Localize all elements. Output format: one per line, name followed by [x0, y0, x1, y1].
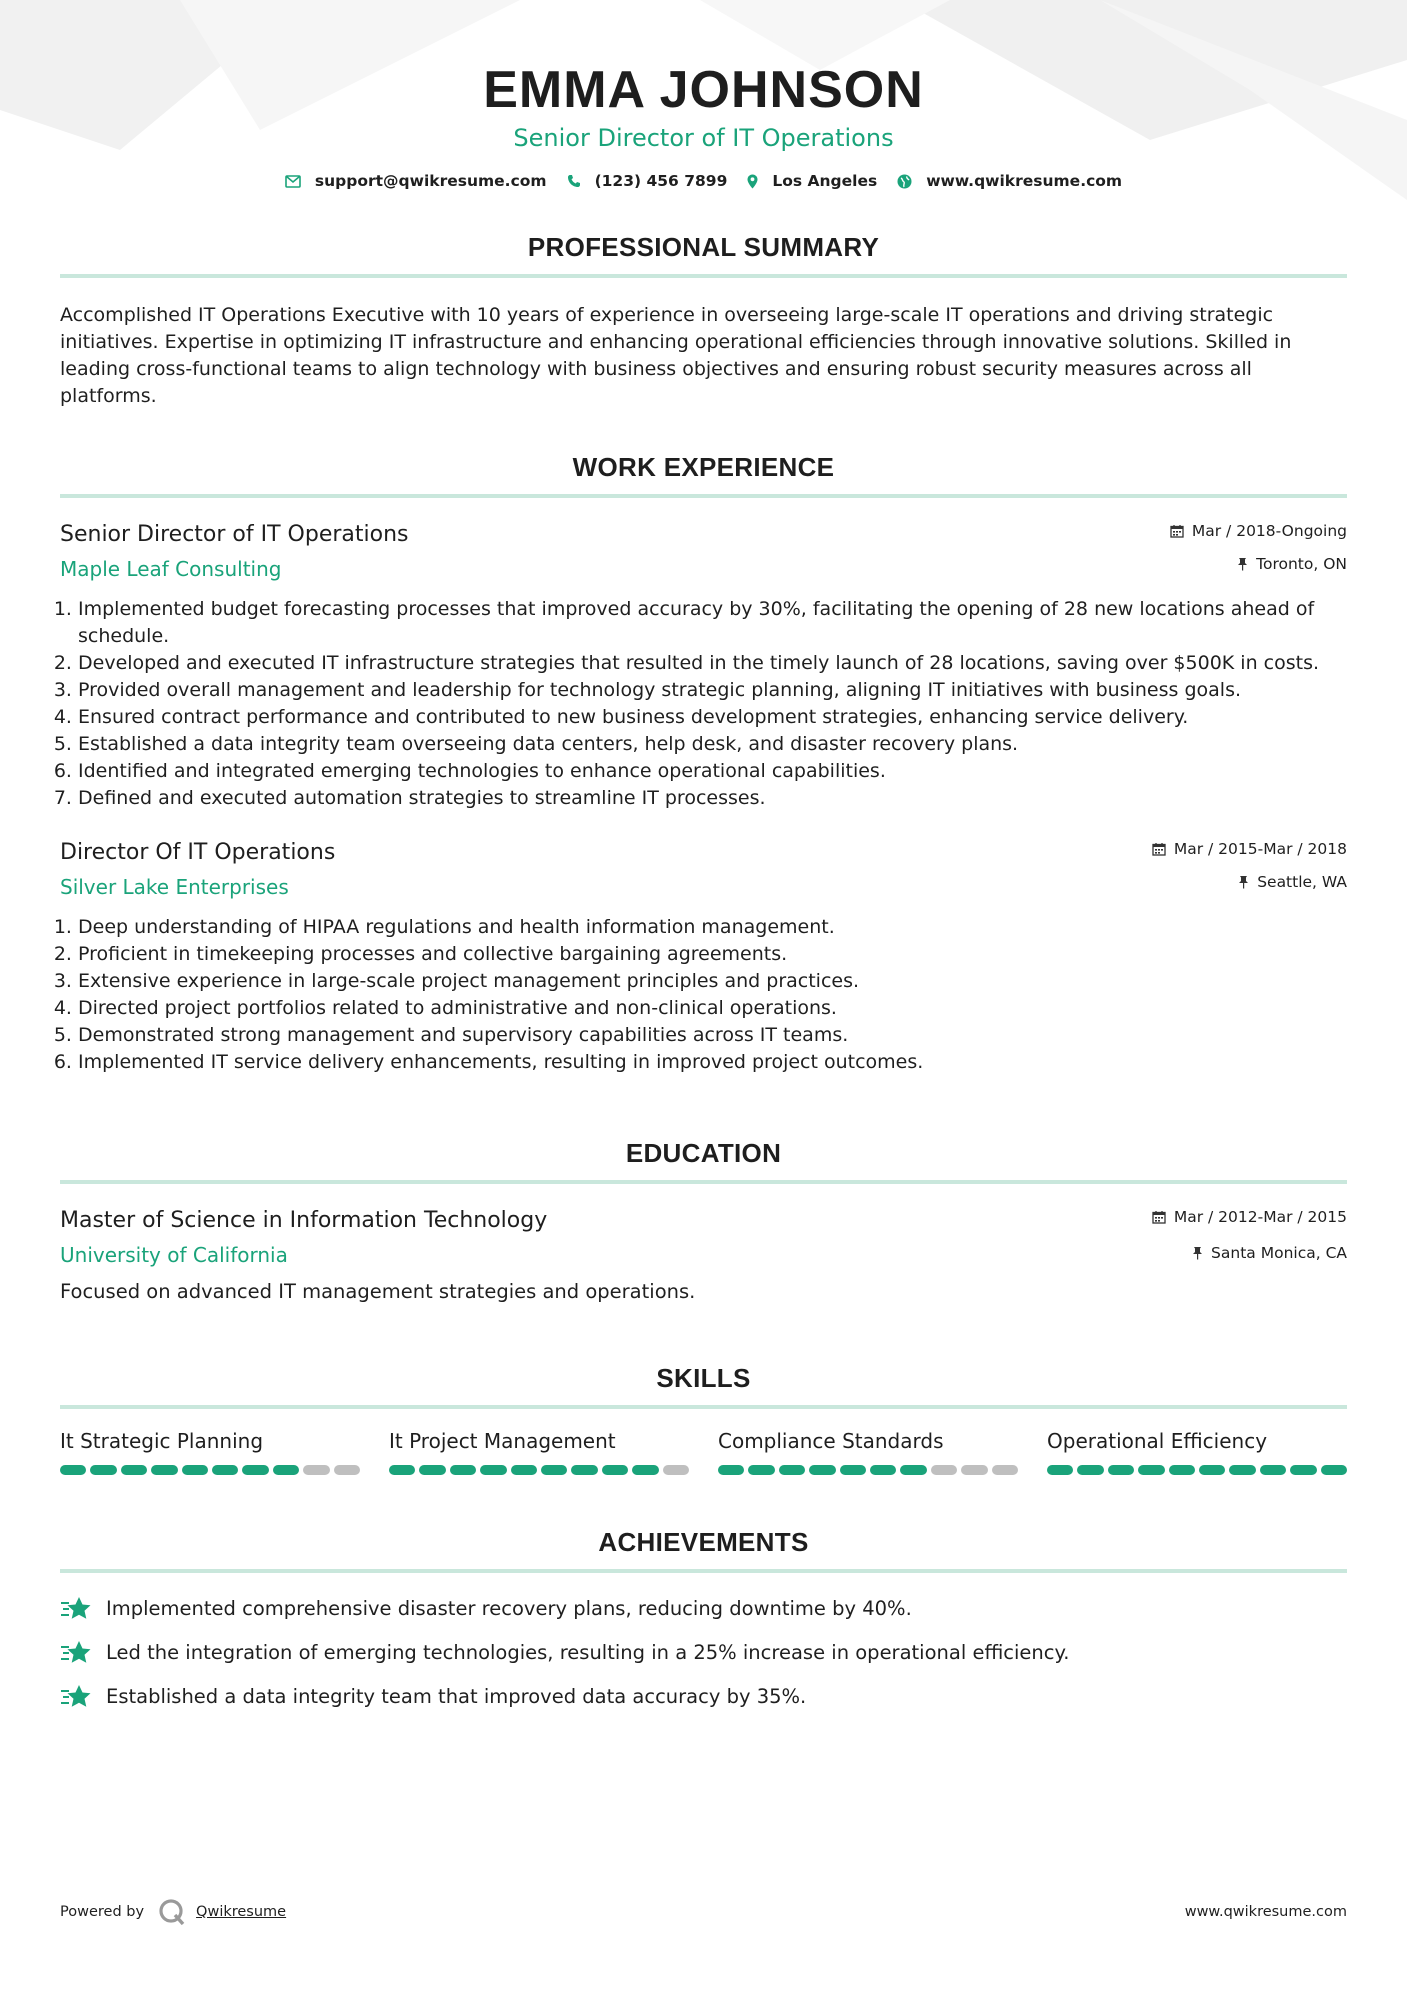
achievement-item — [60, 1683, 1347, 1711]
skill-name: Compliance Standards — [718, 1429, 944, 1453]
achievement-item — [60, 1639, 1347, 1667]
rating-dot-filled — [1169, 1465, 1195, 1475]
rating-dot-empty — [334, 1465, 360, 1475]
email-text: support@qwikresume.com — [314, 172, 547, 190]
skill-item — [60, 1427, 360, 1475]
list-item: 4. Directed project portfolios related to administrative and non-clinical operations. — [78, 995, 1347, 1022]
calendar-icon — [1152, 842, 1166, 856]
rating-dot-filled — [1290, 1465, 1316, 1475]
rating-dot-filled — [480, 1465, 506, 1475]
qwikresume-logo-icon — [158, 1898, 186, 1926]
job-location: Seattle, WA — [1257, 873, 1347, 891]
calendar-icon — [1170, 524, 1184, 538]
contact-bar — [60, 172, 1347, 190]
list-item: 2. Proficient in timekeeping processes and collective bargaining agreements. — [78, 941, 1347, 968]
rating-dot-filled — [602, 1465, 628, 1475]
website-text: www.qwikresume.com — [926, 172, 1123, 190]
job-dates: Mar / 2015-Mar / 2018 — [1173, 840, 1347, 858]
rating-dot-filled — [541, 1465, 567, 1475]
achievements-list — [60, 1595, 1347, 1711]
summary-text: Accomplished IT Operations Executive with 10 years of experience in overseeing large-scale IT operations and driving strategic initiatives. Expertise in optimizing IT infrastructure and enhancing operational efficiencies through innovative solutions. Skilled in leading cross-functional teams to align technology with business objectives and ensuring robust security measures across all platforms. — [60, 304, 1292, 407]
candidate-name: EMMA JOHNSON — [483, 61, 924, 119]
achievement-text: Established a data integrity team that improved data accuracy by 35%. — [106, 1685, 807, 1708]
skill-name: Operational Efficiency — [1047, 1429, 1268, 1453]
education-location: Santa Monica, CA — [1211, 1244, 1347, 1262]
summary-section — [60, 230, 1347, 410]
rating-dot-filled — [1199, 1465, 1225, 1475]
skill-rating — [718, 1465, 1018, 1475]
skills-section — [60, 1361, 1347, 1475]
list-item: 7. Defined and executed automation strategies to streamline IT processes. — [78, 785, 1347, 812]
school-name: University of California — [60, 1243, 288, 1267]
list-item: 2. Developed and executed IT infrastructure strategies that resulted in the timely launch of 28 locations, saving over $500K in costs. — [78, 650, 1347, 677]
education-dates: Mar / 2012-Mar / 2015 — [1173, 1208, 1347, 1226]
rating-dot-filled — [779, 1465, 805, 1475]
rating-dot-filled — [1321, 1465, 1347, 1475]
list-item: 5. Demonstrated strong management and supervisory capabilities across IT teams. — [78, 1022, 1347, 1049]
rating-dot-filled — [60, 1465, 86, 1475]
rating-dot-filled — [840, 1465, 866, 1475]
globe-icon — [897, 174, 912, 189]
skills-heading: SKILLS — [656, 1363, 751, 1393]
rating-dot-filled — [511, 1465, 537, 1475]
rating-dot-filled — [90, 1465, 116, 1475]
footer — [60, 1898, 1347, 1926]
pushpin-icon — [1192, 1246, 1203, 1260]
contact-website[interactable] — [897, 172, 1122, 190]
education-heading: EDUCATION — [625, 1138, 782, 1168]
rating-dot-filled — [718, 1465, 744, 1475]
skills-list — [60, 1427, 1347, 1475]
skill-item — [1047, 1427, 1347, 1475]
list-item: 1. Implemented budget forecasting processes that improved accuracy by 30%, facilitating the opening of 28 new locations ahead of schedule. — [78, 596, 1347, 650]
rating-dot-filled — [809, 1465, 835, 1475]
rating-dot-filled — [121, 1465, 147, 1475]
achievement-text: Implemented comprehensive disaster recovery plans, reducing downtime by 40%. — [106, 1597, 912, 1620]
rating-dot-filled — [1047, 1465, 1073, 1475]
education-description: Focused on advanced IT management strategies and operations. — [60, 1280, 696, 1303]
star-icon — [60, 1596, 92, 1622]
rating-dot-filled — [571, 1465, 597, 1475]
rating-dot-empty — [992, 1465, 1018, 1475]
company-name: Silver Lake Enterprises — [60, 875, 289, 899]
rating-dot-empty — [961, 1465, 987, 1475]
list-item: 3. Extensive experience in large-scale project management principles and practices. — [78, 968, 1347, 995]
rating-dot-filled — [151, 1465, 177, 1475]
list-item: 5. Established a data integrity team overseeing data centers, help desk, and disaster recovery plans. — [78, 731, 1347, 758]
experience-section — [60, 450, 1347, 1076]
achievements-heading: ACHIEVEMENTS — [598, 1527, 809, 1557]
skill-rating — [60, 1465, 360, 1475]
job-bullets — [60, 914, 1347, 1076]
rating-dot-empty — [303, 1465, 329, 1475]
section-divider — [60, 274, 1347, 278]
brand-link[interactable]: Qwikresume — [196, 1904, 287, 1920]
rating-dot-filled — [182, 1465, 208, 1475]
section-divider — [60, 1180, 1347, 1184]
map-pin-icon — [747, 174, 758, 189]
job-entry — [60, 520, 1347, 812]
list-item: 4. Ensured contract performance and contributed to new business development strategies, enhancing service delivery. — [78, 704, 1347, 731]
list-item: 6. Identified and integrated emerging technologies to enhance operational capabilities. — [78, 758, 1347, 785]
rating-dot-filled — [450, 1465, 476, 1475]
pushpin-icon — [1238, 875, 1249, 889]
degree-title: Master of Science in Information Technology — [60, 1208, 548, 1233]
rating-dot-filled — [1260, 1465, 1286, 1475]
job-location: Toronto, ON — [1256, 555, 1347, 573]
candidate-title: Senior Director of IT Operations — [513, 124, 894, 152]
rating-dot-filled — [632, 1465, 658, 1475]
rating-dot-filled — [212, 1465, 238, 1475]
skill-name: It Strategic Planning — [60, 1429, 264, 1453]
rating-dot-filled — [748, 1465, 774, 1475]
company-name: Maple Leaf Consulting — [60, 557, 282, 581]
education-entry — [60, 1206, 1347, 1305]
achievement-text: Led the integration of emerging technologies, resulting in a 25% increase in operational efficiency. — [106, 1641, 1070, 1664]
skill-item — [718, 1427, 1018, 1475]
phone-icon — [567, 174, 581, 188]
section-divider — [60, 1405, 1347, 1409]
rating-dot-empty — [663, 1465, 689, 1475]
rating-dot-filled — [419, 1465, 445, 1475]
rating-dot-empty — [931, 1465, 957, 1475]
envelope-icon — [285, 175, 301, 188]
job-bullets — [60, 596, 1347, 812]
list-item: 3. Provided overall management and leadership for technology strategic planning, aligning IT initiatives with business goals. — [78, 677, 1347, 704]
star-icon — [60, 1640, 92, 1666]
contact-location — [747, 172, 877, 190]
powered-by-text: Powered by — [60, 1904, 145, 1920]
rating-dot-filled — [242, 1465, 268, 1475]
rating-dot-filled — [1077, 1465, 1103, 1475]
footer-website[interactable]: www.qwikresume.com — [1184, 1904, 1347, 1920]
star-icon — [60, 1684, 92, 1710]
rating-dot-filled — [273, 1465, 299, 1475]
education-section — [60, 1136, 1347, 1305]
contact-email[interactable] — [285, 172, 547, 190]
rating-dot-filled — [389, 1465, 415, 1475]
list-item: 6. Implemented IT service delivery enhancements, resulting in improved project outcomes. — [78, 1049, 1347, 1076]
achievements-section — [60, 1525, 1347, 1711]
job-dates: Mar / 2018-Ongoing — [1191, 522, 1347, 540]
phone-text: (123) 456 7899 — [594, 172, 728, 190]
rating-dot-filled — [1138, 1465, 1164, 1475]
calendar-icon — [1152, 1210, 1166, 1224]
section-divider — [60, 1569, 1347, 1573]
rating-dot-filled — [900, 1465, 926, 1475]
location-text: Los Angeles — [772, 172, 878, 190]
skill-rating — [389, 1465, 689, 1475]
achievement-item — [60, 1595, 1347, 1623]
rating-dot-filled — [870, 1465, 896, 1475]
contact-phone[interactable] — [567, 172, 728, 190]
skill-name: It Project Management — [389, 1429, 616, 1453]
experience-heading: WORK EXPERIENCE — [572, 452, 835, 482]
skill-item — [389, 1427, 689, 1475]
summary-heading: PROFESSIONAL SUMMARY — [527, 232, 880, 262]
rating-dot-filled — [1108, 1465, 1134, 1475]
list-item: 1. Deep understanding of HIPAA regulations and health information management. — [78, 914, 1347, 941]
pushpin-icon — [1237, 557, 1248, 571]
job-title: Senior Director of IT Operations — [60, 522, 409, 547]
job-title: Director Of IT Operations — [60, 840, 336, 865]
skill-rating — [1047, 1465, 1347, 1475]
section-divider — [60, 494, 1347, 498]
job-entry — [60, 838, 1347, 1076]
rating-dot-filled — [1229, 1465, 1255, 1475]
